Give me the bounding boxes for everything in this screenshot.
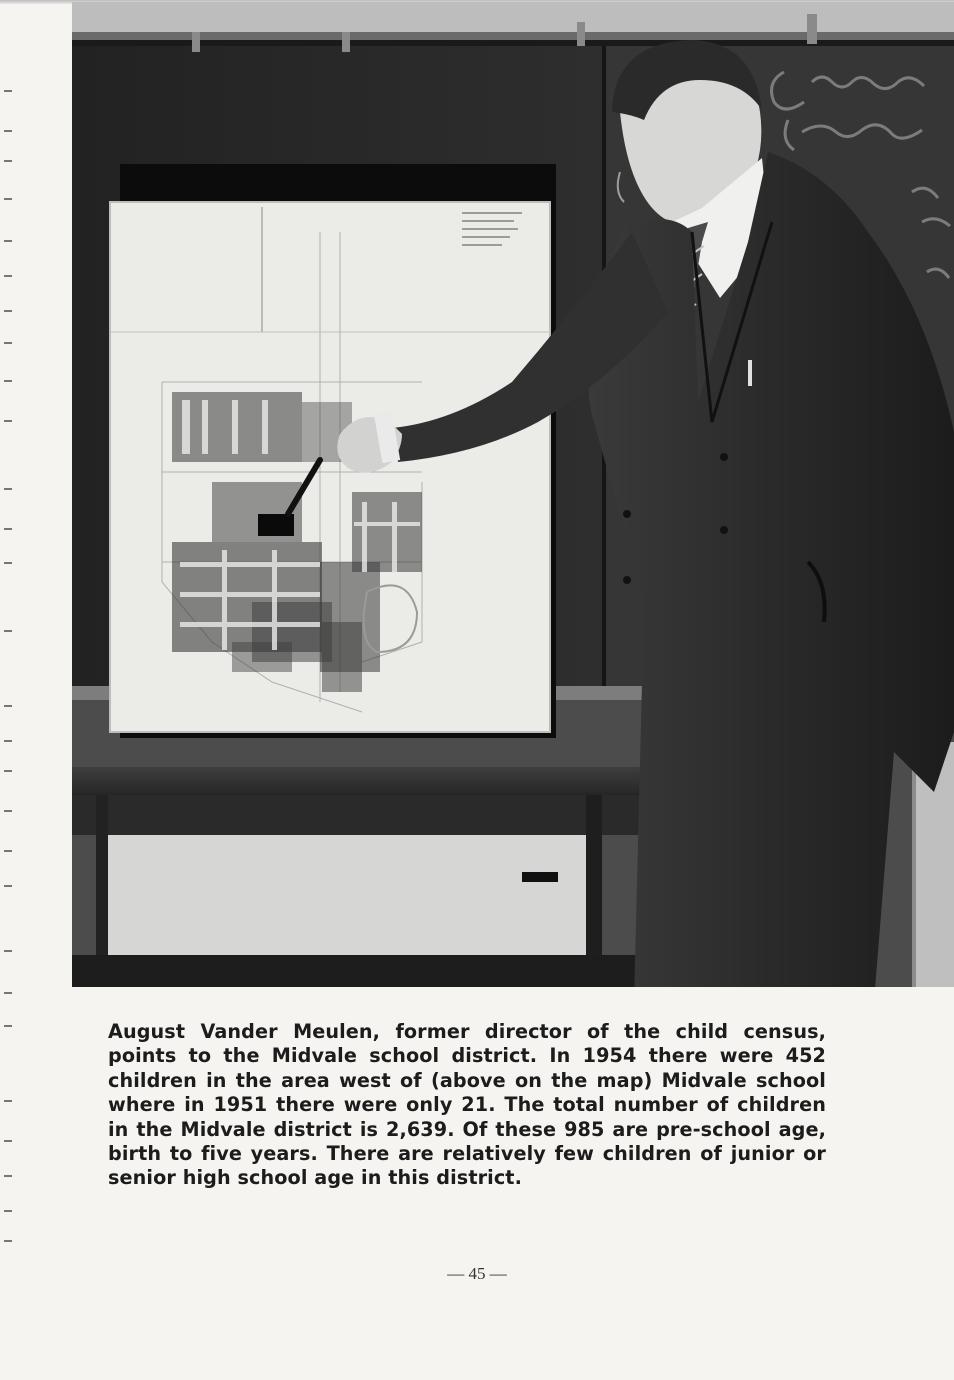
photo-caption: August Vander Meulen, former director of the child census, points to the Midvale school district. In 1954 there were 452 children in the area west of (above on the map) Midvale school where in 1951 there were only 21. The total number of children in the Midvale district is 2,639. Of these 985 are pre-school age, birth to five years. There are relatively few children of junior or senior high school age in this district. — [108, 1020, 826, 1190]
photo-scene — [72, 2, 954, 987]
binding-margin-marks — [0, 80, 20, 1280]
classroom-photograph — [72, 2, 954, 987]
page-number: — 45 — — [447, 1264, 507, 1283]
